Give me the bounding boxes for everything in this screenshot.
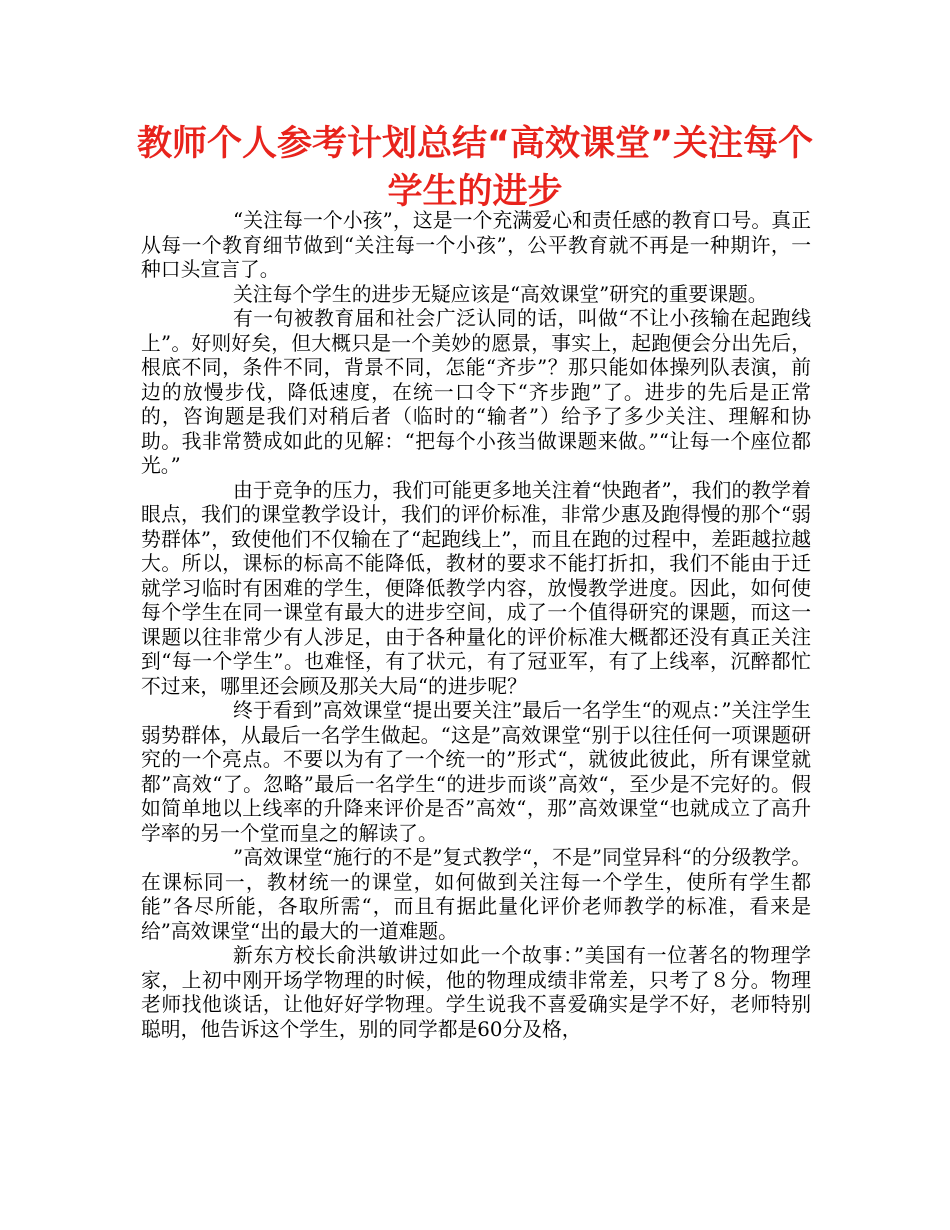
paragraph: 终于看到”高效课堂“提出要关注”最后一名学生“的观点：”关注学生弱势群体，从最后一名学生做起。“这是”高效课堂“别于以往任何一项课题研究的一个亮点。不要以为有了一个统一的”形式“，就彼此彼此，所有课堂就都”高效“了。忽略”最后一名学生“的进步而谈”高效“，至少是不完好的。假如简单地以上线率的升降来评价是否”高效“，那”高效课堂“也就成立了高升学率的另一个堂而皇之的解读了。: [141, 699, 811, 845]
document-body: [141, 209, 811, 1042]
document-title: 教师个人参考计划总结“高效课堂”关注每个学生的进步: [136, 124, 813, 212]
paragraph: 关注每个学生的进步无疑应该是“高效课堂”研究的重要课题。: [233, 282, 768, 306]
paragraph: 新东方校长俞洪敏讲过如此一个故事：”美国有一位著名的物理学家，上初中刚开场学物理的时候，他的物理成绩非常差，只考了８分。物理老师找他谈话，让他好好学物理。学生说我不喜爱确实是学不好，老师特别聪明，他告诉这个学生，别的同学都是60分及格，: [141, 944, 811, 1041]
paragraph: ”高效课堂“施行的不是”复式教学“，不是”同堂异科“的分级教学。在课标同一，教材统一的课堂，如何做到关注每一个学生，使所有学生都能”各尽所能，各取所需“，而且有据此量化评价老师教学的标准，看来是给”高效课堂“出的最大的一道难题。: [141, 846, 811, 943]
paragraph: 有一句被教育届和社会广泛认同的话，叫做“不让小孩输在起跑线上”。好则好矣，但大概只是一个美妙的愿景，事实上，起跑便会分出先后，根底不同，条件不同，背景不同，怎能“齐步”？那只能如体操列队表演，前边的放慢步伐，降低速度，在统一口令下“齐步跑”了。进步的先后是正常的，咨询题是我们对稍后者（临时的“输者”）给予了多少关注、理解和协助。我非常赞成如此的见解：“把每个小孩当做课题来做。”“让每一个座位都光。”: [141, 307, 811, 477]
paragraph: 由于竞争的压力，我们可能更多地关注着“快跑者”，我们的教学着眼点，我们的课堂教学设计，我们的评价标准，非常少惠及跑得慢的那个“弱势群体”，致使他们不仅输在了“起跑线上”，而且在跑的过程中，差距越拉越大。所以，课标的标高不能降低，教材的要求不能打折扣，我们不能由于迁就学习临时有困难的学生，便降低教学内容，放慢教学进度。因此，如何使每个学生在同一课堂有最大的进步空间，成了一个值得研究的课题，而这一课题以往非常少有人涉足，由于各种量化的评价标准大概都还没有真正关注到“每一个学生”。也难怪，有了状元，有了冠亚军，有了上线率，沉醉都忙不过来，哪里还会顾及那关大局“的进步呢？: [141, 478, 811, 698]
paragraph: “关注每一个小孩”，这是一个充满爱心和责任感的教育口号。真正从每一个教育细节做到“关注每一个小孩”，公平教育就不再是一种期许，一种口头宣言了。: [141, 209, 811, 281]
